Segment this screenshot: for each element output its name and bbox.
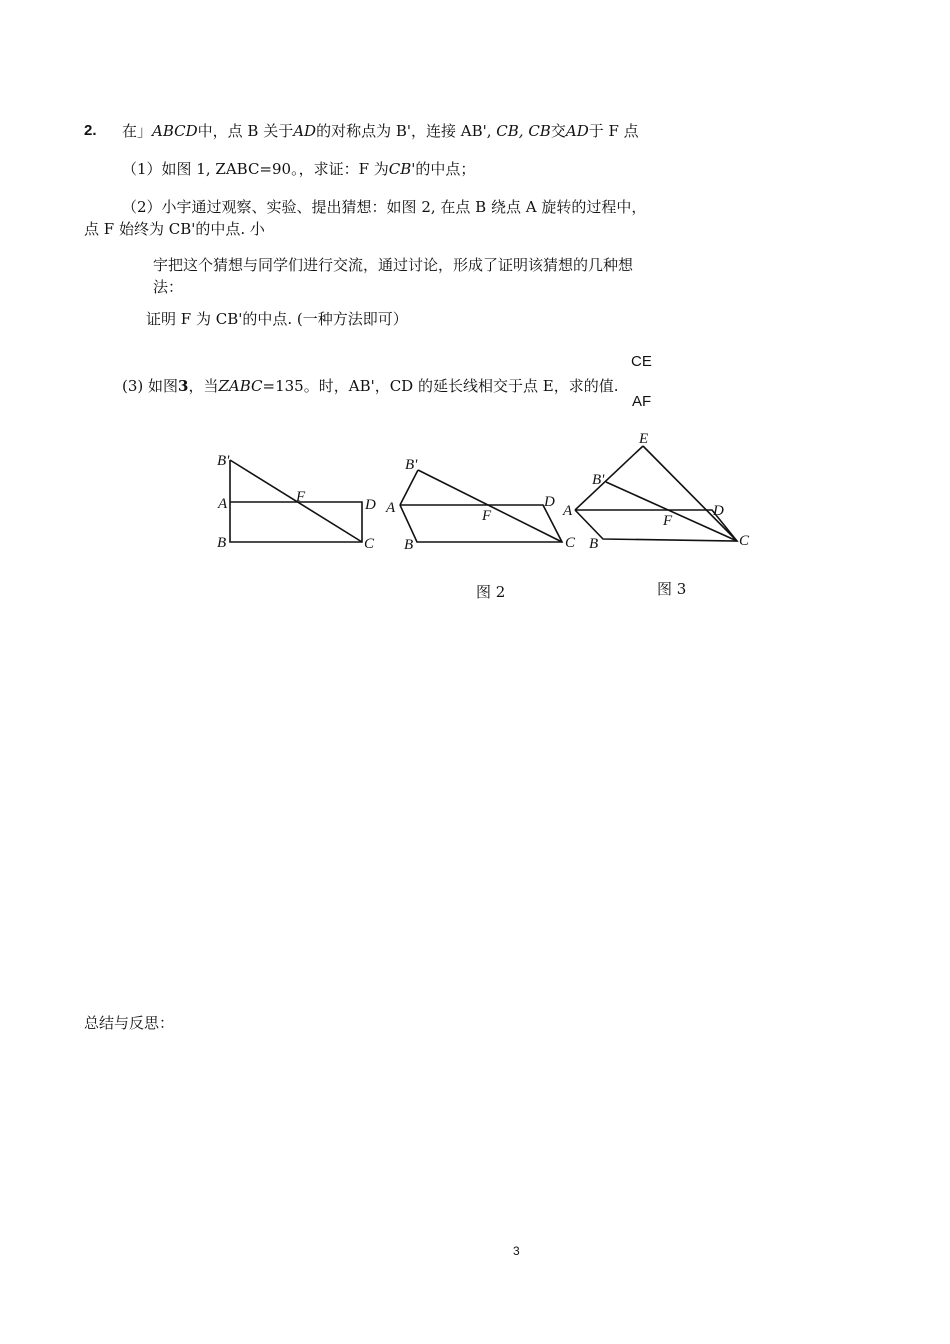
page-number: 3 xyxy=(513,1244,520,1258)
fig2-label-b-prime: B' xyxy=(405,457,418,473)
fig2-cb-prime xyxy=(418,470,562,542)
fig1-label-b-prime: B' xyxy=(217,453,230,469)
fig3-label-e: E xyxy=(639,431,649,447)
fig1-rectangle xyxy=(230,502,362,542)
fig3-label-c: C xyxy=(739,533,750,549)
part-2-line-2: 点 F 始终为 CB'的中点. 小 xyxy=(84,220,265,238)
summary-heading: 总结与反思： xyxy=(84,1014,175,1032)
fig1-label-f: F xyxy=(296,489,306,505)
line1-b: ABCD xyxy=(152,122,198,140)
part-2-line-5: 证明 F 为 CB'的中点. (一种方法即可） xyxy=(146,310,408,328)
fig2-caption: 图 2 xyxy=(476,583,506,601)
fig1-label-b: B xyxy=(217,535,227,551)
part1-b: CB xyxy=(388,160,412,178)
line1-i: 于 F 点 xyxy=(588,122,639,140)
part3-e: =135。时，AB'，CD 的延长线相交于点 E，求的值. xyxy=(262,377,619,395)
fig2-label-b: B xyxy=(404,537,414,553)
part1-a: （1）如图 1, ZABC=90。，求证：F 为 xyxy=(122,160,389,178)
fig3-ce xyxy=(643,446,737,541)
line1-a: 在」 xyxy=(122,122,153,140)
part-2-line-1: （2）小宇通过观察、实验、提出猜想：如图 2, 在点 B 绕点 A 旋转的过程中， xyxy=(122,198,647,216)
part1-c: '的中点； xyxy=(411,160,476,178)
fig2-label-c: C xyxy=(565,535,576,551)
fraction-denominator: AF xyxy=(632,393,652,410)
line1-d: AD xyxy=(293,122,317,140)
line1-g: 交 xyxy=(550,122,566,140)
fig3-ae xyxy=(575,446,643,510)
fig2-label-d: D xyxy=(544,494,555,510)
fig2-ab-prime xyxy=(400,470,418,505)
fig2-label-a: A xyxy=(386,500,396,516)
fig1-label-a: A xyxy=(218,496,228,512)
part-2-line-3: 宇把这个猜想与同学们进行交流，通过讨论，形成了证明该猜想的几种想 xyxy=(153,256,634,274)
line1-c: 中，点 B 关于 xyxy=(197,122,294,140)
problem-number: 2. xyxy=(84,122,97,139)
fig1-label-c: C xyxy=(364,536,375,552)
part3-a: (3) 如图 xyxy=(122,377,179,395)
part3-b: 3 xyxy=(178,377,189,395)
fig3-label-a: A xyxy=(563,503,573,519)
fig3-label-b-prime: B' xyxy=(592,472,605,488)
fig2-label-f: F xyxy=(482,508,492,524)
line1-e: 的对称点为 B'，连接 AB', xyxy=(316,122,492,140)
fig3-label-b: B xyxy=(589,536,599,552)
fraction-numerator: CE xyxy=(631,353,652,370)
part-2-line-4: 法： xyxy=(153,278,184,296)
line1-f: CB, CB xyxy=(496,122,551,140)
fig2-parallelogram xyxy=(400,505,562,542)
fig1-label-d: D xyxy=(365,497,376,513)
fig3-label-f: F xyxy=(663,513,673,529)
part3-d: ZABC xyxy=(218,377,263,395)
fig3-label-d: D xyxy=(713,503,724,519)
line1-h: AD xyxy=(565,122,589,140)
part3-c: ，当 xyxy=(188,377,219,395)
fig3-caption: 图 3 xyxy=(657,580,687,598)
figures xyxy=(0,0,950,620)
